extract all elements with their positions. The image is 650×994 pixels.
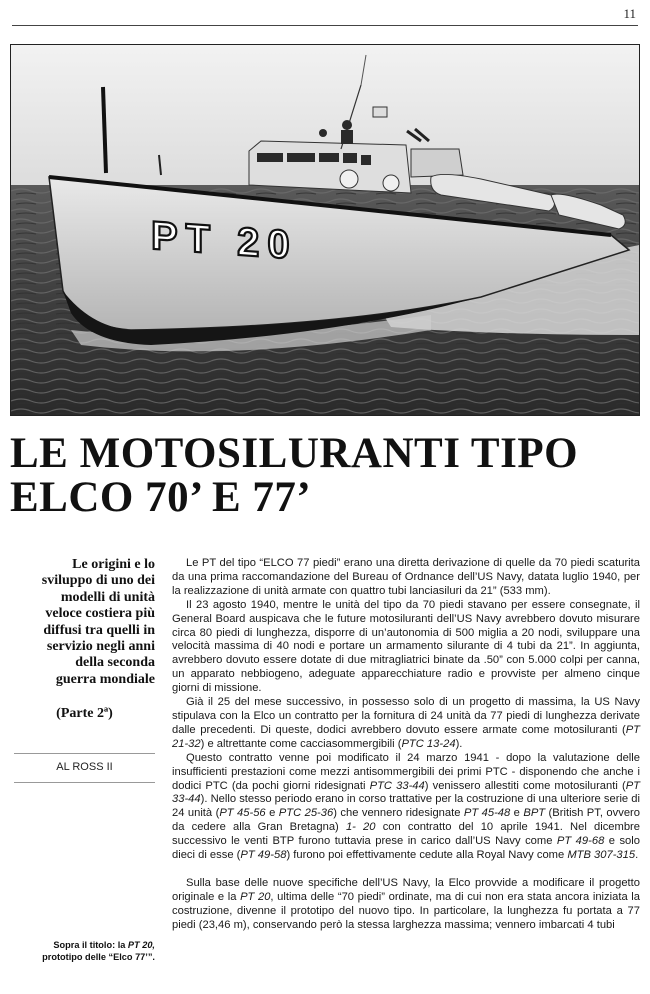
page-number: 11 [623, 6, 636, 21]
caption-text: Sopra il titolo: la [53, 940, 128, 950]
paragraph: Sulla base delle nuove specifiche dell’US Navy, la Elco provvide a modificare il progetto originale e la PT 20, ultima delle “70 piedi” ordinate, ma di cui non era stata ancora iniziata la costruzione, divenne il prototipo del nuovo tipo. In particolare, la lunghezza fu portata a 77 piedi (23,46 m), conservando però la stessa larghezza massima; vennero imbarcati 4 tubi [172, 876, 640, 931]
article-subtitle [14, 557, 155, 688]
subtitle-line: servizio negli anni [46, 639, 155, 655]
subtitle-line: Le origini e lo [72, 557, 155, 572]
author-rule-top [14, 753, 155, 754]
part-label: (Parte 2ª) [56, 706, 113, 722]
author-byline: AL ROSS II [56, 761, 113, 774]
header-rule [12, 25, 638, 26]
article-title [10, 432, 640, 520]
paragraph: Le PT del tipo “ELCO 77 piedi” erano una diretta derivazione di quelle da 70 piedi scaturita da una prima raccomandazione del Bureau of Ordnance dell’US Navy, datata luglio 1940, per la realizzazione di unità armate con quattro tubi lanciasiluri da 21” (533 mm). [172, 557, 640, 597]
hull-marking: PT 20 [151, 213, 298, 269]
title-line-2: ELCO 70’ E 77’ [10, 474, 312, 521]
subtitle-line: della seconda [75, 655, 155, 671]
subtitle-line: guerra mondiale [55, 671, 155, 687]
subtitle-line: diffusi tra quelli in [43, 622, 155, 638]
paragraph: Questo contratto venne poi modificato il 24 marzo 1941 - dopo la valutazione delle insufficienti prestazioni come mezzi antisommergibili dei primi PTC - disponendo che anche i dodici PTC (da pochi giorni ridesignati PTC 33-44) venissero allestiti come motosiluranti (PT 33-44). Nello stesso periodo erano in corso trattative per la costruzione di una ulteriore serie di 24 unità (PT 45-56 e PTC 25-36) che vennero ridesignate PT 45-48 e BPT (British PT, ovvero da cedere alla Gran Bretagna) 1- 20 con contratto del 10 aprile 1941. Nel dicembre successivo le venti BTP furono tuttavia prese in carico dall’US Navy come PT 49-68 e solo dieci di esse (PT 49-58) furono poi effettivamente cedute alla Royal Navy come MTB 307-315. [172, 751, 640, 862]
article-body [172, 557, 640, 933]
subtitle-line: modelli di unità [60, 589, 155, 605]
caption-boat-name: PT 20, [127, 940, 155, 950]
subtitle-line: sviluppo di uno dei [41, 573, 155, 589]
pt20-boat-photo [10, 44, 640, 416]
paragraph: Il 23 agosto 1940, mentre le unità del tipo da 70 piedi stavano per essere consegnate, il General Board auspicava che le future motosiluranti dell’US Navy avrebbero dovuto misurare circa 80 piedi di lunghezza, disporre di un’autonomia di 500 miglia a 20 nodi, sviluppare una velocità massima di 40 nodi e portare un armamento silurante di 4 tubi da 21”. In aggiunta, avrebbero dovuto essere dotate di due mitragliatrici binate da .50” con 5.000 colpi per canna, un apparato nebbiogeno, adeguate apparecchiature radio e provviste per almeno cinque giorni di missione. [172, 598, 640, 695]
author-rule-bottom [14, 782, 155, 783]
title-line-1: LE MOTOSILURANTI TIPO [10, 430, 579, 477]
photo-caption [14, 939, 155, 963]
paragraph: Già il 25 del mese successivo, in possesso solo di un progetto di massima, la US Navy stipulava con la Elco un contratto per la fornitura di 24 unità da 77 piedi di lunghezza derivate dalle precedenti. Di queste, dodici avrebbero dovuto essere armate come motosiluranti (PT 21-32) e altrettante come cacciasommergibili (PTC 13-24). [172, 696, 640, 750]
caption-text: prototipo delle “Elco 77’”. [42, 952, 155, 962]
sidebar [14, 557, 155, 783]
subtitle-line: veloce costiera più [45, 606, 155, 622]
